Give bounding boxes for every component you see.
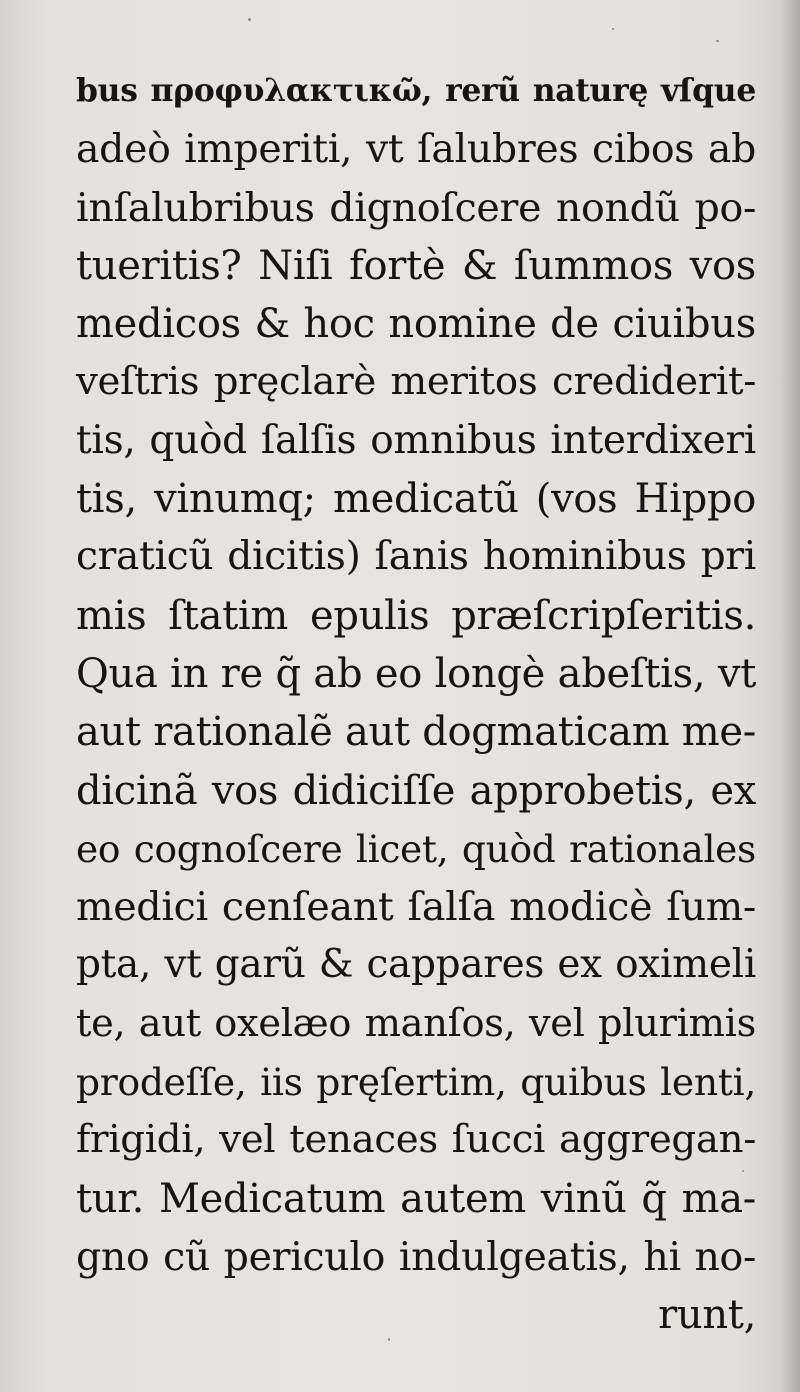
text-line: medici cenſeant ſalſa modicè ſum-	[76, 884, 756, 931]
text-line: pta, vt garũ & cappares ex oximeli	[76, 942, 756, 988]
text-line: frigidi, vel tenaces ſucci aggregan-	[76, 1117, 756, 1163]
ink-speck	[248, 18, 251, 21]
text-line: dicinã vos didiciſſe approbetis, ex	[76, 767, 756, 814]
ink-speck	[716, 40, 719, 42]
text-line: Qua in re q̃ ab eo longè abeſtis, vt	[76, 650, 756, 697]
text-line: medicos & hoc nomine de ciuibus	[76, 301, 756, 348]
text-line: gno cũ periculo indulgeatis, hi no-	[76, 1233, 756, 1280]
ink-speck	[612, 28, 614, 30]
text-line: te, aut oxelæo manſos, vel plurimis	[76, 1000, 756, 1046]
text-line: craticũ dicitis) ſanis hominibus pri	[76, 534, 756, 580]
text-line: aut rationalẽ aut dogmaticam me-	[76, 709, 756, 756]
page-edge-shadow	[778, 0, 800, 1392]
text-line: eo cognoſcere licet, quòd rationales	[76, 826, 756, 871]
body-text	[76, 62, 756, 1345]
text-line: tur. Medicatum autem vinũ q̃ ma-	[76, 1175, 756, 1222]
text-line: inſalubribus dignoſcere nondũ po-	[76, 184, 756, 231]
text-line: bus προφυλακτικῶ, rerũ naturę vſque	[76, 73, 756, 109]
text-line: veſtris pręclarè meritos crediderit-	[76, 359, 756, 405]
catchword: runt,	[658, 1292, 756, 1339]
text-line: tis, quòd ſalſis omnibus interdixeri	[76, 417, 756, 463]
text-line: mis ſtatim epulis præſcripſeritis.	[76, 592, 756, 639]
text-line: prodeſſe, iis pręſertim, quibus lenti,	[76, 1060, 756, 1105]
text-line: tis, vinumq; medicatũ (vos Hippo	[76, 476, 756, 523]
text-line: tueritis? Niſi fortè & ſummos vos	[76, 242, 756, 289]
text-line: adeò imperiti, vt ſalubres cibos ab	[76, 126, 756, 173]
